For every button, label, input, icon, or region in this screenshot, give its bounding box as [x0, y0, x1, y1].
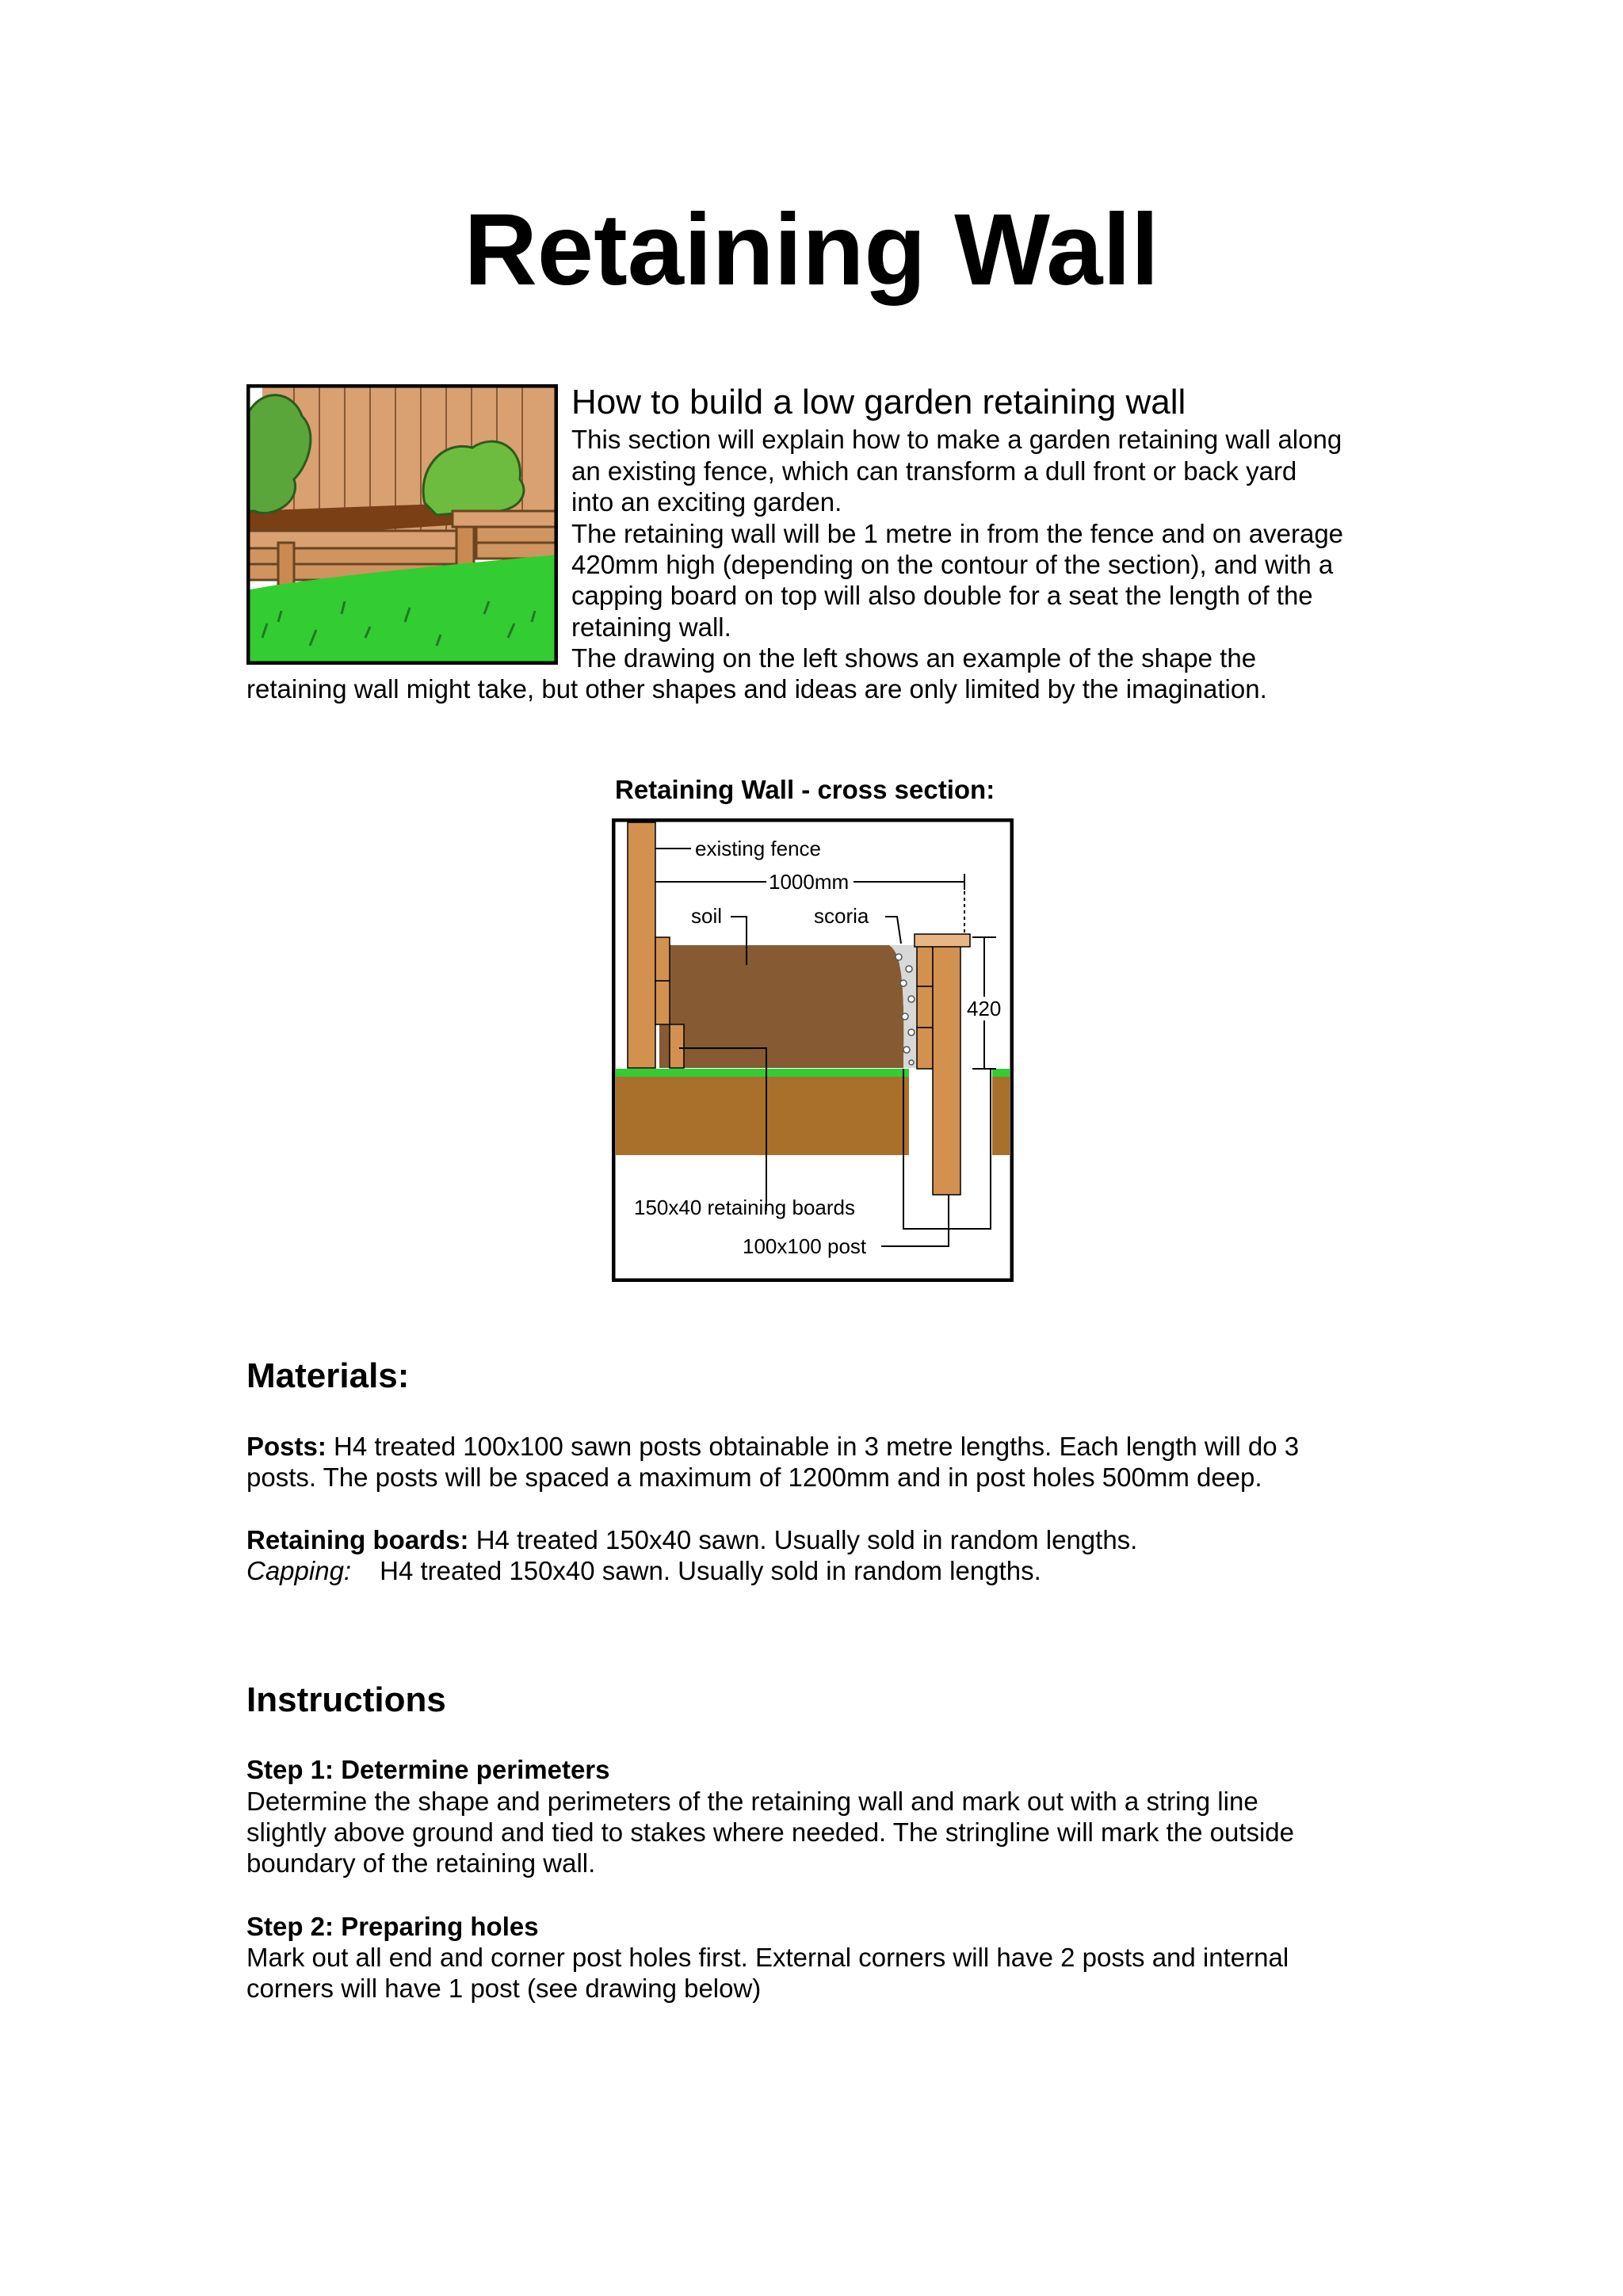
intro-text-line: an existing fence, which can transform a dull front or back yard: [571, 456, 1297, 486]
step-text-line: boundary of the retaining wall.: [246, 1848, 596, 1878]
boards-label: Retaining boards:: [246, 1525, 469, 1554]
step-text-line: Determine the shape and perimeters of the retaining wall and mark out with a string line: [246, 1787, 1258, 1816]
instructions-heading: Instructions: [246, 1680, 446, 1719]
cross-section-diagram: [612, 818, 1014, 1282]
figure-caption: Retaining Wall - cross section:: [615, 775, 995, 804]
intro-text-line: 420mm high (depending on the contour of the section), and with a: [571, 550, 1334, 579]
intro-text-line: retaining wall might take, but other shapes and ideas are only limited by the imagination.: [246, 674, 1267, 704]
boards-text: H4 treated 150x40 sawn. Usually sold in random lengths.: [475, 1525, 1138, 1554]
page-title: Retaining Wall: [464, 193, 1159, 307]
materials-heading: Materials:: [246, 1356, 410, 1395]
step-text-line: slightly above ground and tied to stakes where needed. The stringline will mark the outside: [246, 1817, 1294, 1847]
posts-text: H4 treated 100x100 sawn posts obtainable in 3 metre lengths. Each length will do 3: [334, 1432, 1300, 1461]
label-post: 100x100 post: [743, 1234, 867, 1258]
intro-heading: How to build a low garden retaining wall: [571, 383, 1186, 421]
retaining-board: [917, 986, 933, 1028]
fence-post: [628, 822, 655, 1068]
retaining-board: [917, 945, 933, 986]
intro-text-line: The retaining wall will be 1 metre in from the fence and on average: [571, 519, 1344, 548]
intro-text-line: This section will explain how to make a garden retaining wall along: [571, 425, 1342, 454]
materials-posts-line-2: posts. The posts will be spaced a maximum of 1200mm and in post holes 500mm deep.: [246, 1463, 1262, 1492]
label-scoria: scoria: [814, 904, 869, 928]
intro-text-line: The drawing on the left shows an example of the shape the: [571, 643, 1257, 673]
soil-fill: [659, 945, 903, 1068]
grass-line: [616, 1069, 909, 1077]
capping-label: Capping:: [246, 1556, 352, 1585]
step-text-line: corners will have 1 post (see drawing below): [246, 1974, 762, 2003]
step-text-line: Mark out all end and corner post holes first. External corners will have 2 posts and internal: [246, 1943, 1289, 1972]
label-height: 420: [967, 997, 1002, 1020]
garden-illustration: [246, 384, 558, 665]
ground-layer: [616, 1076, 909, 1155]
label-soil: soil: [691, 904, 723, 928]
capping-text: H4 treated 150x40 sawn. Usually sold in random lengths.: [380, 1556, 1041, 1585]
label-distance: 1000mm: [769, 870, 850, 894]
intro-text-line: capping board on top will also double for a seat the length of the: [571, 581, 1313, 610]
materials-posts-line: [246, 1431, 1299, 1463]
label-retaining-boards: 150x40 retaining boards: [634, 1196, 855, 1219]
intro-text-line: into an exciting garden.: [571, 487, 842, 517]
materials-boards-line: [246, 1524, 1137, 1556]
step-title: Step 1: Determine perimeters: [246, 1755, 610, 1784]
retaining-board: [917, 1028, 933, 1069]
wall-post: [933, 945, 960, 1195]
intro-text-line: retaining wall.: [571, 612, 731, 642]
materials-capping-line: [246, 1555, 1041, 1587]
label-existing-fence: existing fence: [695, 837, 821, 860]
step-title: Step 2: Preparing holes: [246, 1912, 539, 1941]
capping-board: [915, 934, 970, 947]
posts-label: Posts:: [246, 1432, 327, 1461]
